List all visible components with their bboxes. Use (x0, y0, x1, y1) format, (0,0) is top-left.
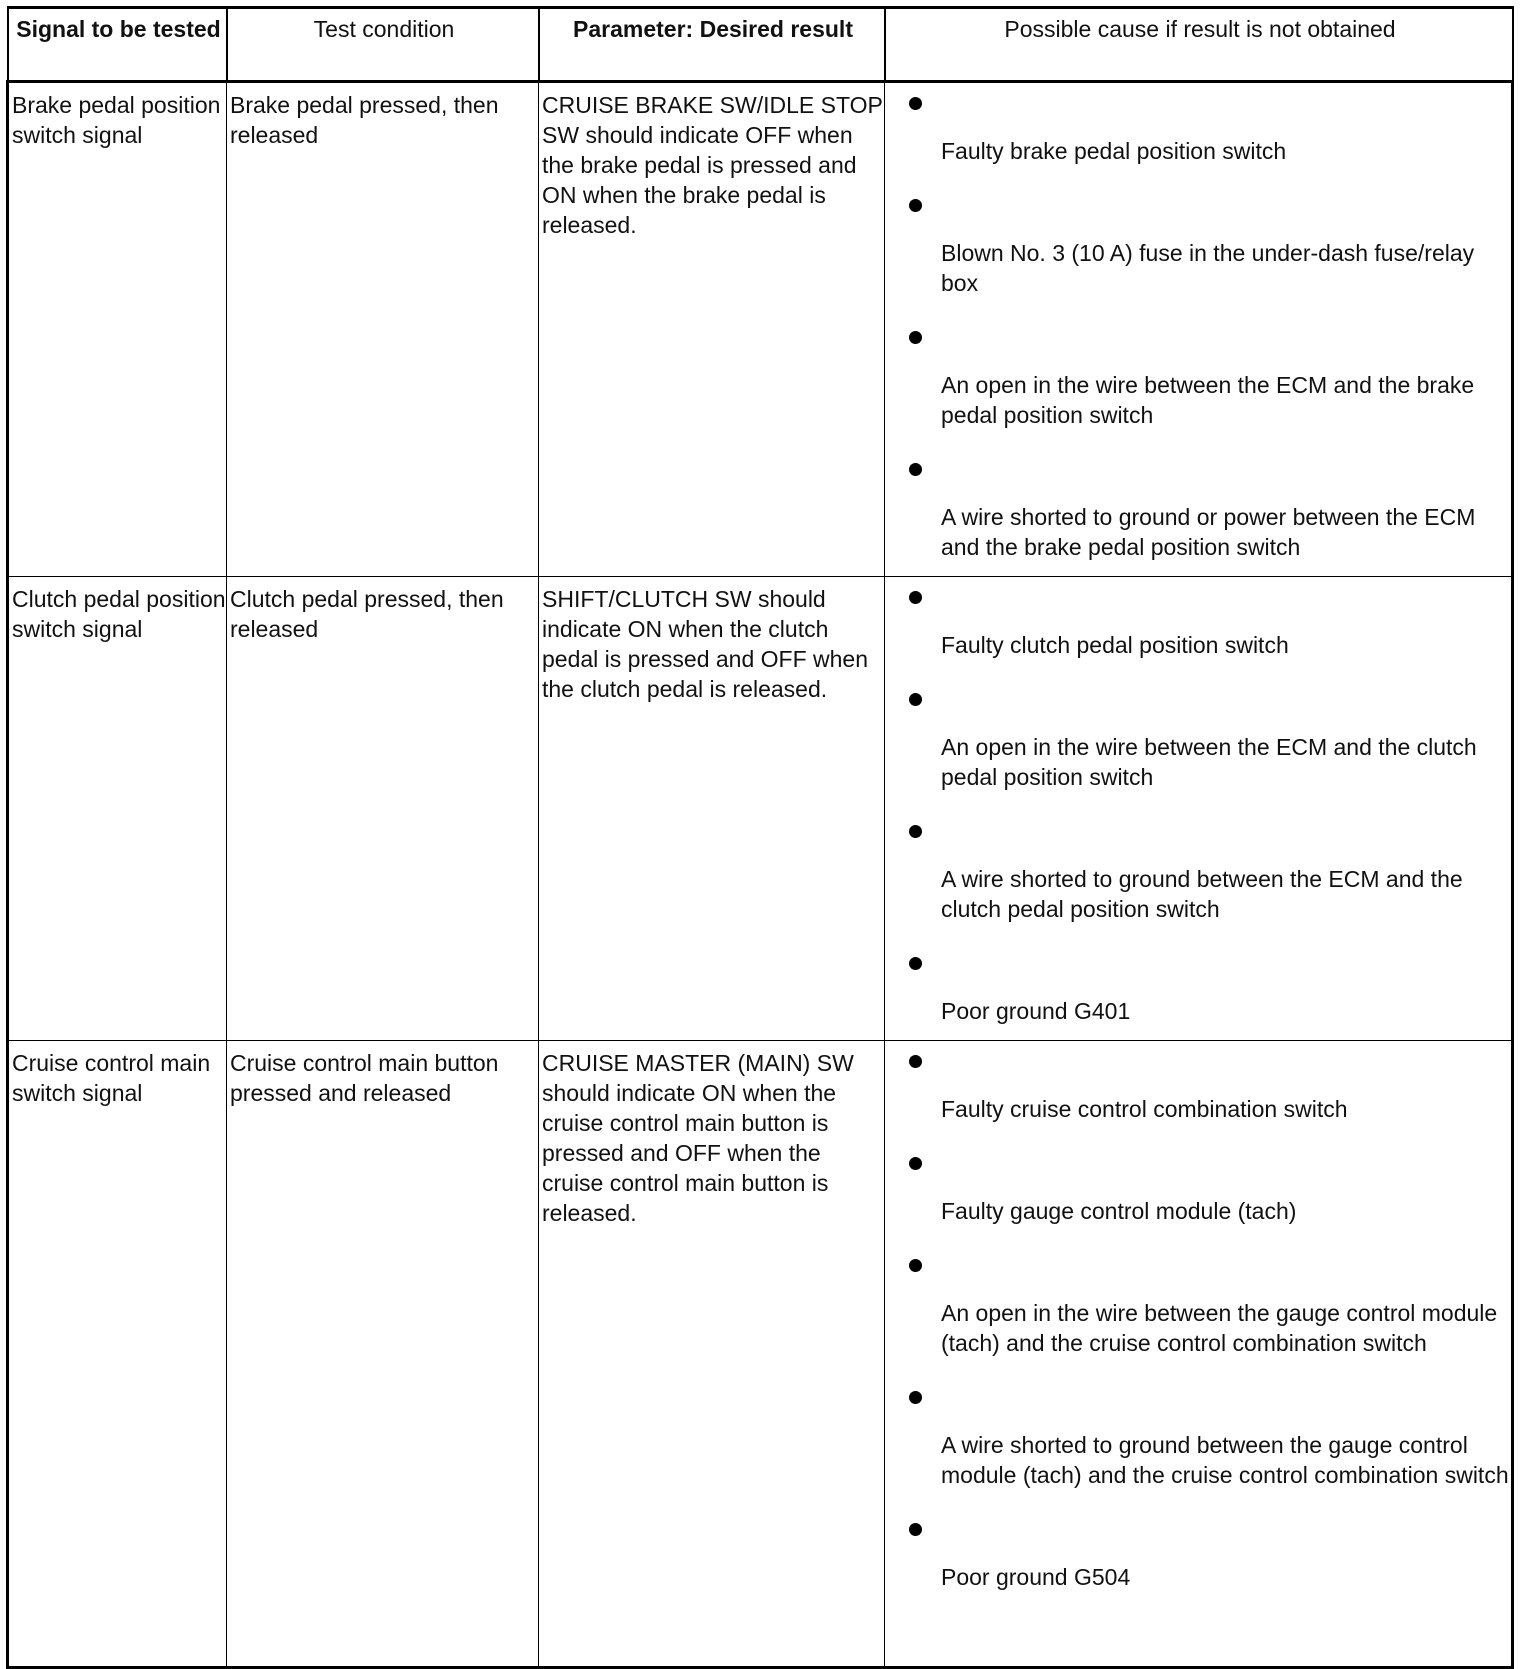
result-cell (539, 82, 885, 577)
header-row (8, 8, 1513, 82)
bullet-icon (909, 693, 922, 706)
header-desired-result: Parameter: Desired result (539, 8, 885, 82)
diagnostic-table (6, 6, 1514, 1669)
cause-item (888, 324, 1511, 456)
cause-text: An open in the wire between the ECM and the clutch pedal position switch (941, 734, 1477, 790)
cause-item (888, 950, 1511, 1026)
cause-item (888, 1048, 1511, 1150)
header-signal: Signal to be tested (8, 8, 227, 82)
cause-text: An open in the wire between the ECM and the brake pedal position switch (941, 372, 1475, 428)
cause-text: An open in the wire between the gauge control module (tach) and the cruise control combination switch (941, 1300, 1498, 1356)
result-text: CRUISE MASTER (MAIN) SW should indicate ON when the cruise control main button is pressed and OFF when the cruise control main button is released. (542, 1050, 854, 1226)
table-row (8, 82, 1513, 577)
bullet-icon (909, 591, 922, 604)
cause-item (888, 1516, 1511, 1592)
causes-cell (885, 1041, 1513, 1668)
cause-item (888, 1150, 1511, 1252)
cause-text: Faulty clutch pedal position switch (941, 632, 1289, 658)
signal-cell (8, 1041, 227, 1668)
cause-list (888, 90, 1511, 562)
condition-cell (227, 82, 539, 577)
bullet-icon (909, 199, 922, 212)
cause-item (888, 686, 1511, 818)
condition-text: Clutch pedal pressed, then released (230, 586, 504, 642)
cause-item (888, 90, 1511, 192)
table-row (8, 1041, 1513, 1668)
header-possible-cause: Possible cause if result is not obtained (885, 8, 1513, 82)
condition-cell (227, 1041, 539, 1668)
cause-text: Poor ground G504 (941, 1564, 1131, 1590)
bullet-icon (909, 957, 922, 970)
cause-item (888, 584, 1511, 686)
bullet-icon (909, 1523, 922, 1536)
cause-text: Faulty brake pedal position switch (941, 138, 1287, 164)
result-cell (539, 577, 885, 1041)
bullet-icon (909, 463, 922, 476)
result-text: SHIFT/CLUTCH SW should indicate ON when the clutch pedal is pressed and OFF when the clutch pedal is released. (542, 586, 869, 702)
bullet-icon (909, 1391, 922, 1404)
cause-text: Faulty gauge control module (tach) (941, 1198, 1297, 1224)
causes-cell (885, 577, 1513, 1041)
bullet-icon (909, 97, 922, 110)
cause-text: Poor ground G401 (941, 998, 1131, 1024)
bullet-icon (909, 1259, 922, 1272)
header-test-condition: Test condition (227, 8, 539, 82)
signal-text: Clutch pedal position switch signal (12, 586, 226, 642)
cause-item (888, 818, 1511, 950)
table-row (8, 577, 1513, 1041)
cause-item (888, 456, 1511, 562)
result-cell (539, 1041, 885, 1668)
cause-text: Blown No. 3 (10 A) fuse in the under-dash fuse/relay box (941, 240, 1475, 296)
bullet-icon (909, 1055, 922, 1068)
cause-list (888, 1048, 1511, 1592)
condition-text: Brake pedal pressed, then released (230, 92, 499, 148)
cause-text: A wire shorted to ground between the gauge control module (tach) and the cruise control combination switch (941, 1432, 1509, 1488)
signal-cell (8, 577, 227, 1041)
cause-item (888, 192, 1511, 324)
bullet-icon (909, 1157, 922, 1170)
cause-text: A wire shorted to ground or power between the ECM and the brake pedal position switch (941, 504, 1476, 560)
bullet-icon (909, 825, 922, 838)
cause-item (888, 1252, 1511, 1384)
signal-cell (8, 82, 227, 577)
cause-item (888, 1384, 1511, 1516)
signal-text: Cruise control main switch signal (12, 1050, 211, 1106)
causes-cell (885, 82, 1513, 577)
signal-text: Brake pedal position switch signal (12, 92, 221, 148)
cause-text: Faulty cruise control combination switch (941, 1096, 1348, 1122)
condition-cell (227, 577, 539, 1041)
bullet-icon (909, 331, 922, 344)
condition-text: Cruise control main button pressed and released (230, 1050, 499, 1106)
cause-list (888, 584, 1511, 1026)
result-text: CRUISE BRAKE SW/IDLE STOP SW should indicate OFF when the brake pedal is pressed and ON when the brake pedal is released. (542, 92, 883, 238)
cause-text: A wire shorted to ground between the ECM and the clutch pedal position switch (941, 866, 1463, 922)
